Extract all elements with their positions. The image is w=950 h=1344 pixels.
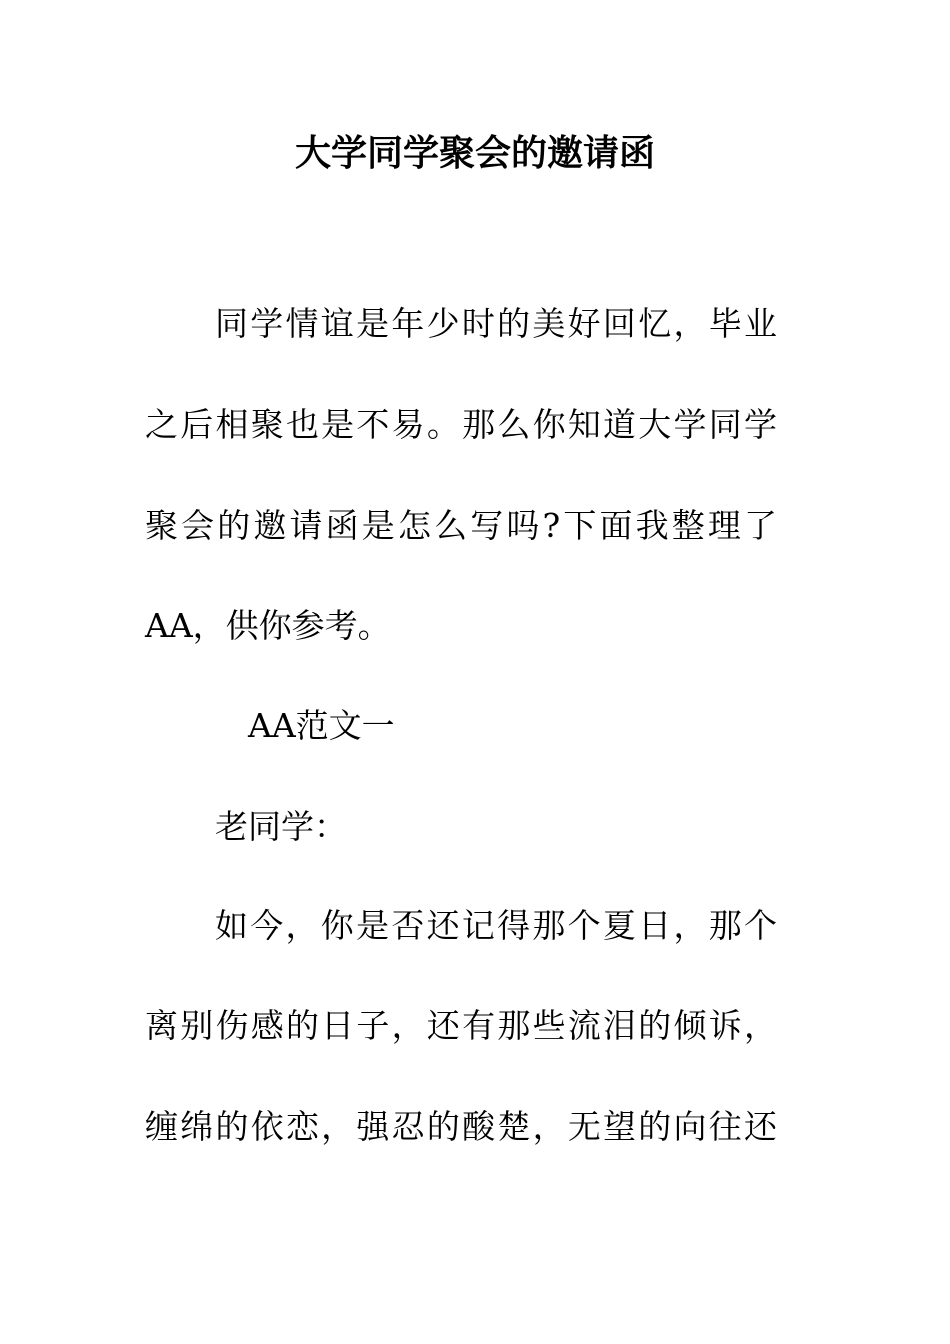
paragraph-line: 聚会的邀请函是怎么写吗?下面我整理了: [145, 506, 777, 545]
paragraph-line: AA，供你参考。: [145, 606, 391, 645]
paragraph-line: 离别伤感的日子，还有那些流泪的倾诉，: [145, 1006, 777, 1045]
salutation: 老同学：: [215, 807, 347, 846]
paragraph-line: 如今，你是否还记得那个夏日，那个: [215, 906, 777, 945]
paragraph-line: 同学情谊是年少时的美好回忆，毕业: [215, 304, 777, 343]
section-heading: AA范文一: [248, 706, 395, 745]
paragraph-line: 缠绵的依恋，强忍的酸楚，无望的向往还: [145, 1107, 777, 1146]
document-title: 大学同学聚会的邀请函: [294, 133, 655, 174]
paragraph-line: 之后相聚也是不易。那么你知道大学同学: [145, 405, 777, 444]
